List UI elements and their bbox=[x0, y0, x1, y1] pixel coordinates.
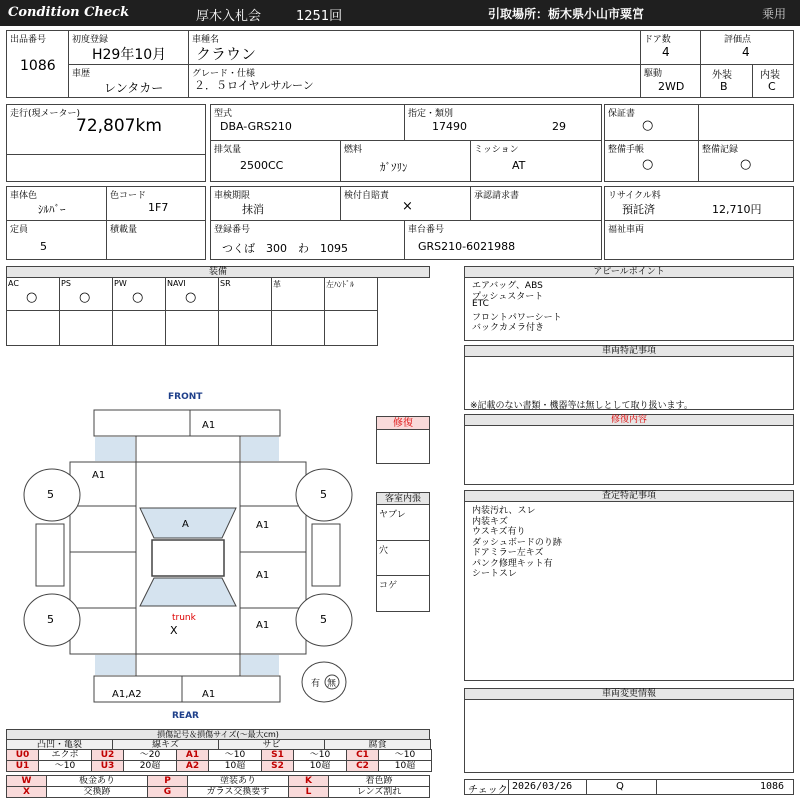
reg-no-label: 登録番号 bbox=[214, 225, 251, 235]
liability-label: 検付自賠責 bbox=[344, 191, 390, 201]
mark-quarter-rr: A1 bbox=[256, 620, 270, 631]
color-code-label: 色コード bbox=[110, 191, 147, 201]
doc-title: Condition Check bbox=[8, 5, 130, 20]
legend-code: C2 bbox=[346, 760, 379, 772]
cabin-row-tear: ヤブレ bbox=[379, 510, 406, 520]
record: ○ bbox=[740, 157, 752, 172]
special-note: ※記載のない書類・機器等は無しとして取り扱います。 bbox=[470, 401, 693, 411]
transmission: AT bbox=[512, 159, 526, 172]
model-label: 型式 bbox=[214, 109, 233, 119]
appeal-line: ETC bbox=[472, 299, 489, 309]
equipment-blank-cell bbox=[271, 310, 325, 346]
mark-trunk: X bbox=[170, 624, 178, 637]
mark-hood: A1 bbox=[202, 420, 216, 431]
capacity-label: 定員 bbox=[10, 225, 29, 235]
inspection-note-line: ドアミラー左キズ bbox=[472, 548, 544, 558]
legend-code: U0 bbox=[6, 749, 39, 761]
first-reg-label: 初度登録 bbox=[72, 35, 109, 45]
header-bar bbox=[0, 0, 800, 26]
appeal-line: プッシュスタート bbox=[472, 291, 544, 302]
color-code: 1F7 bbox=[148, 201, 169, 214]
legend-code: C1 bbox=[346, 749, 379, 761]
legend-meaning: 10超 bbox=[293, 760, 347, 772]
inspection-note-line: パンク修理キット有 bbox=[472, 558, 553, 569]
manual-label: 整備手帳 bbox=[608, 145, 645, 155]
repair-title: 修復内容 bbox=[464, 414, 794, 426]
cabin-row-hole: 穴 bbox=[379, 546, 389, 556]
listing-no: 1086 bbox=[20, 58, 56, 74]
equipment-label: NAVI bbox=[167, 279, 186, 288]
equipment-blank-cell bbox=[165, 310, 219, 346]
legend-meaning: エクボ bbox=[38, 749, 92, 761]
legend-title: 損傷記号＆損傷サイズ(〜最大cm) bbox=[6, 729, 430, 740]
legend-meaning: ガラス交換要す bbox=[187, 786, 289, 798]
legend-code: U3 bbox=[91, 760, 124, 772]
legend-code: S2 bbox=[261, 760, 294, 772]
color-label: 車体色 bbox=[10, 191, 38, 201]
chassis-label: 車台番号 bbox=[408, 225, 445, 235]
appeal-line: エアバッグ、ABS bbox=[472, 281, 543, 291]
check-date: 2026/03/26 bbox=[512, 781, 573, 792]
check-grade: Q bbox=[616, 781, 624, 792]
recycle-fee: 12,710円 bbox=[712, 203, 762, 216]
vehicle-category: 乗用 bbox=[762, 7, 787, 21]
equipment-label: AC bbox=[8, 279, 19, 288]
inspection-notes-title: 査定特記事項 bbox=[464, 490, 794, 502]
car-name: クラウン bbox=[196, 45, 257, 63]
spare-mark: 無 bbox=[327, 679, 337, 689]
doors-label: ドア数 bbox=[644, 35, 671, 45]
liability: × bbox=[402, 199, 413, 214]
mileage: 72,807km bbox=[76, 116, 162, 136]
listing-no-label: 出品番号 bbox=[10, 35, 47, 45]
repair-badge: 修復 bbox=[377, 417, 429, 430]
car-name-label: 車種名 bbox=[192, 35, 220, 45]
legend-code: S1 bbox=[261, 749, 294, 761]
inspection-note-line: 内装汚れ、スレ bbox=[472, 506, 536, 516]
designation-label: 指定・類別 bbox=[408, 109, 454, 119]
car-diagram bbox=[0, 400, 370, 710]
legend-group: 腐食 bbox=[324, 739, 431, 750]
check-label: チェック bbox=[468, 785, 508, 796]
inspection: 抹消 bbox=[242, 203, 264, 216]
mark-door-fr: A1 bbox=[256, 520, 270, 531]
equipment-blank-cell bbox=[218, 310, 272, 346]
inspection-note-line: 内装キズ bbox=[472, 516, 508, 527]
trunk-label: trunk bbox=[172, 613, 196, 623]
door-rr-panel bbox=[240, 552, 306, 608]
equipment-label: 左ﾊﾝﾄﾞﾙ bbox=[326, 280, 354, 289]
legend-meaning: 板金あり bbox=[46, 775, 148, 787]
mirror-left bbox=[36, 524, 64, 586]
legend-group: 線キズ bbox=[112, 739, 219, 750]
equipment-value: ○ bbox=[26, 290, 38, 305]
legend-meaning: 〜10 bbox=[38, 760, 92, 772]
grade-label: グレード・仕様 bbox=[192, 69, 256, 79]
record-label: 整備記録 bbox=[702, 145, 739, 155]
mark-windshield: A bbox=[182, 519, 189, 530]
legend-meaning: 塗装あり bbox=[187, 775, 289, 787]
equipment-blank-cell bbox=[59, 310, 113, 346]
legend-meaning: 〜20 bbox=[123, 749, 177, 761]
legend-code: P bbox=[147, 775, 188, 787]
front-label: FRONT bbox=[168, 392, 203, 402]
legend-code: A1 bbox=[176, 749, 209, 761]
footer-listing-no: 1086 bbox=[760, 781, 785, 792]
equipment-label: PW bbox=[114, 279, 127, 288]
first-reg: H29年10月 bbox=[92, 47, 167, 63]
door-fl-panel bbox=[70, 506, 136, 552]
exterior-label: 外装 bbox=[712, 70, 732, 81]
mirror-right bbox=[312, 524, 340, 586]
inspection-note-line: ウスキズ有り bbox=[472, 527, 526, 537]
rear-glass bbox=[140, 578, 236, 606]
fuel-label: 燃料 bbox=[344, 145, 363, 155]
legend-code: L bbox=[288, 786, 329, 798]
legend-code: X bbox=[6, 786, 47, 798]
rear-trunk-lower bbox=[136, 654, 240, 676]
mark-bumper-rl: A1,A2 bbox=[112, 689, 142, 700]
pickup-location: 引取場所：栃木県小山市粟宮 bbox=[488, 7, 645, 21]
equipment-value: ○ bbox=[132, 290, 144, 305]
door-rl-panel bbox=[70, 552, 136, 608]
tire-fr-value: 5 bbox=[320, 488, 327, 501]
recycle-label: リサイクル料 bbox=[608, 191, 661, 201]
history: レンタカー bbox=[104, 81, 164, 95]
rear-label: REAR bbox=[172, 711, 199, 721]
change-info-panel bbox=[464, 699, 794, 773]
legend-code: U1 bbox=[6, 760, 39, 772]
mark-door-rr: A1 bbox=[256, 570, 270, 581]
change-info-title: 車両変更情報 bbox=[464, 688, 794, 700]
front-bumper-panel bbox=[94, 410, 280, 436]
legend-group: 凸凹・亀裂 bbox=[6, 739, 113, 750]
repair-panel bbox=[464, 425, 794, 485]
score: 4 bbox=[742, 45, 750, 59]
designation-1: 17490 bbox=[432, 120, 467, 133]
legend-meaning: 〜10 bbox=[208, 749, 262, 761]
equipment-blank-cell bbox=[112, 310, 166, 346]
cabin-row-burn: コゲ bbox=[379, 581, 398, 591]
approval-label: 承認請求書 bbox=[474, 191, 520, 201]
legend-meaning: 交換跡 bbox=[46, 786, 148, 798]
equipment-label: PS bbox=[61, 279, 71, 288]
doors: 4 bbox=[662, 45, 670, 59]
capacity: 5 bbox=[40, 240, 47, 253]
equipment-value: ○ bbox=[185, 290, 197, 305]
tire-rr-value: 5 bbox=[320, 613, 327, 626]
warranty: ○ bbox=[642, 118, 654, 133]
auction-name: 厚木入札会 bbox=[196, 9, 262, 24]
legend-group: サビ bbox=[218, 739, 325, 750]
spare-label: 有 bbox=[311, 679, 321, 689]
tire-fl-value: 5 bbox=[47, 488, 54, 501]
displacement: 2500CC bbox=[240, 159, 284, 172]
fuel: ｶﾞｿﾘﾝ bbox=[380, 161, 408, 174]
rear-bumper-right bbox=[182, 676, 280, 702]
door-fr-panel bbox=[240, 506, 306, 552]
mileage-label: 走行(現メーター) bbox=[10, 109, 81, 119]
legend-meaning: 着色跡 bbox=[328, 775, 430, 787]
manual: ○ bbox=[642, 157, 654, 172]
appeal-line: フロントパワーシート bbox=[472, 312, 562, 323]
exterior: B bbox=[720, 80, 728, 93]
equipment-label: 革 bbox=[273, 280, 281, 289]
appeal-title: アピールポイント bbox=[464, 266, 794, 278]
legend-meaning: 〜10 bbox=[293, 749, 347, 761]
tire-rl-value: 5 bbox=[47, 613, 54, 626]
appeal-line: バックカメラ付き bbox=[472, 323, 545, 333]
inspection-label: 車検期限 bbox=[214, 191, 251, 201]
legend-meaning: 10超 bbox=[208, 760, 262, 772]
designation-2: 29 bbox=[552, 120, 566, 133]
reg-no: つくば 300 わ 1095 bbox=[222, 242, 348, 255]
legend-meaning: レンズ割れ bbox=[328, 786, 430, 798]
legend-code: K bbox=[288, 775, 329, 787]
hood-panel bbox=[136, 436, 240, 462]
interior: C bbox=[768, 80, 776, 93]
recycle-status: 預託済 bbox=[622, 203, 655, 216]
roof-panel bbox=[152, 540, 224, 576]
equipment-label: SR bbox=[220, 279, 231, 288]
grade: ２．５ロイヤルサルーン bbox=[194, 79, 314, 92]
interior-label: 内装 bbox=[760, 70, 780, 81]
equipment-blank-cell bbox=[324, 310, 378, 346]
inspection-note-line: シートスレ bbox=[472, 569, 517, 579]
legend-code: A2 bbox=[176, 760, 209, 772]
drive: 2WD bbox=[658, 80, 685, 93]
equipment-title: 装備 bbox=[6, 266, 430, 278]
legend-meaning: 10超 bbox=[378, 760, 432, 772]
displacement-label: 排気量 bbox=[214, 145, 242, 155]
equipment-blank-cell bbox=[6, 310, 60, 346]
cabin-title: 客室内張 bbox=[377, 493, 429, 505]
score-label: 評価点 bbox=[724, 35, 752, 45]
color: ｼﾙﾊﾞｰ bbox=[38, 203, 66, 216]
drive-label: 駆動 bbox=[644, 69, 663, 79]
inspection-note-line: ダッシュボードのり跡 bbox=[472, 537, 562, 548]
warranty-label: 保証書 bbox=[608, 109, 636, 119]
legend-code: G bbox=[147, 786, 188, 798]
welfare-label: 福祉車両 bbox=[608, 225, 645, 235]
legend-meaning: 〜10 bbox=[378, 749, 432, 761]
chassis: GRS210-6021988 bbox=[418, 240, 516, 253]
transmission-label: ミッション bbox=[474, 145, 519, 155]
auction-round: 1251回 bbox=[296, 9, 343, 24]
model: DBA-GRS210 bbox=[220, 120, 292, 133]
legend-meaning: 20超 bbox=[123, 760, 177, 772]
load-label: 積載量 bbox=[110, 225, 138, 235]
mark-bumper-rr: A1 bbox=[202, 689, 216, 700]
history-label: 車歴 bbox=[72, 69, 91, 79]
special-title: 車両特記事項 bbox=[464, 345, 794, 357]
equipment-value: ○ bbox=[79, 290, 91, 305]
mark-fender-fl: A1 bbox=[92, 470, 106, 481]
legend-code: W bbox=[6, 775, 47, 787]
legend-code: U2 bbox=[91, 749, 124, 761]
